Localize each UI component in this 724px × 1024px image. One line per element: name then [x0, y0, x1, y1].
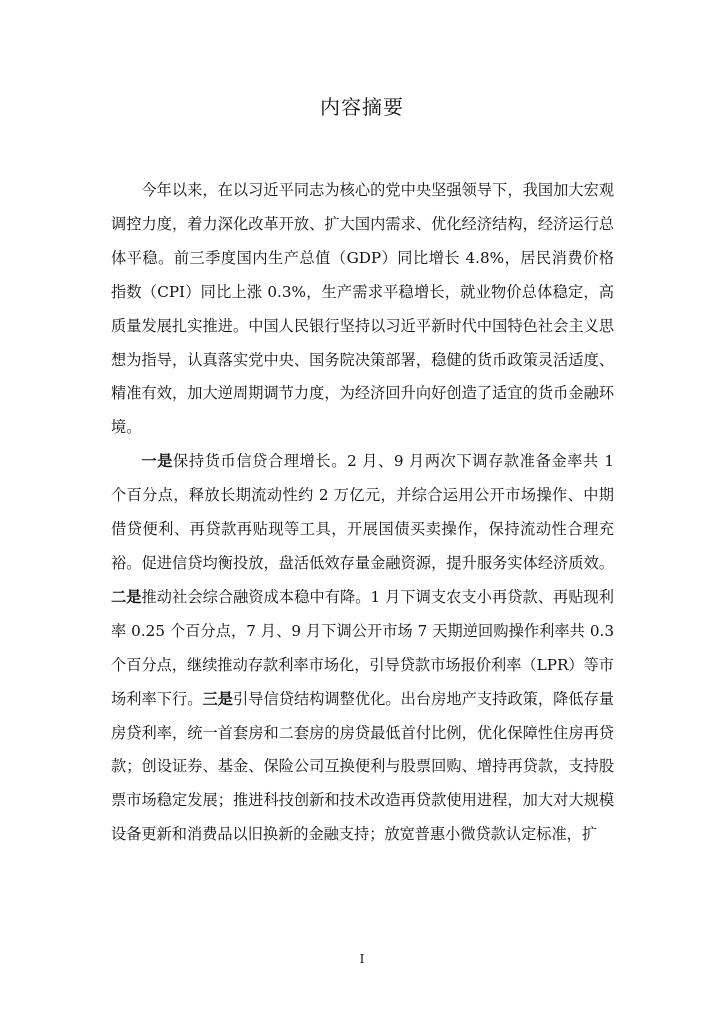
point-three-lead: 三是: [202, 689, 233, 708]
page-number: I: [359, 952, 365, 966]
page-title: 内容摘要: [320, 95, 404, 119]
abstract-body: [111, 174, 614, 852]
point-one-lead: 一是: [141, 452, 174, 471]
point-one-text: 保持货币信贷合理增长。2 月、9 月两次下调存款准备金率共 1 个百分点，释放长期流动性约 2 万亿元，并综合运用公开市场操作、中期借贷便利、再贷款再贴现等工具，开展国债买卖操作，保持流动性合理充裕。促进信贷均衡投放，盘活低效存量金融资源，提升服务实体经济质效。: [111, 452, 614, 572]
point-two-lead: 二是: [111, 587, 142, 606]
abstract-paragraph-2: [111, 445, 614, 852]
point-three-text: 引导信贷结构调整优化。出台房地产支持政策，降低存量房贷利率，统一首套房和二套房的房贷最低首付比例，优化保障性住房再贷款；创设证券、基金、保险公司互换便利与股票回购、增持再贷款，支持股票市场稳定发展；推进科技创新和技术改造再贷款使用进程，加大对大规模设备更新和消费品以旧换新的金融支持；放宽普惠小微贷款认定标准，扩: [111, 689, 615, 844]
abstract-paragraph-1: 今年以来，在以习近平同志为核心的党中央坚强领导下，我国加大宏观调控力度，着力深化改革开放、扩大国内需求、优化经济结构，经济运行总体平稳。前三季度国内生产总值（GDP）同比增长 4.8%，居民消费价格指数（CPI）同比上涨 0.3%，生产需求平稳增长，就业物价总体稳定，高质量发展扎实推进。中国人民银行坚持以习近平新时代中国特色社会主义思想为指导，认真落实党中央、国务院决策部署，稳健的货币政策灵活适度、精准有效，加大逆周期调节力度，为经济回升向好创造了适宜的货币金融环境。: [111, 181, 614, 437]
point-two-text: 推动社会综合融资成本稳中有降。1 月下调支农支小再贷款、再贴现利率 0.25 个百分点，7 月、9 月下调公开市场 7 天期逆回购操作利率共 0.3 个百分点，继续推动存款利率市场化，引导贷款市场报价利率（LPR）等市场利率下行。: [111, 587, 614, 708]
